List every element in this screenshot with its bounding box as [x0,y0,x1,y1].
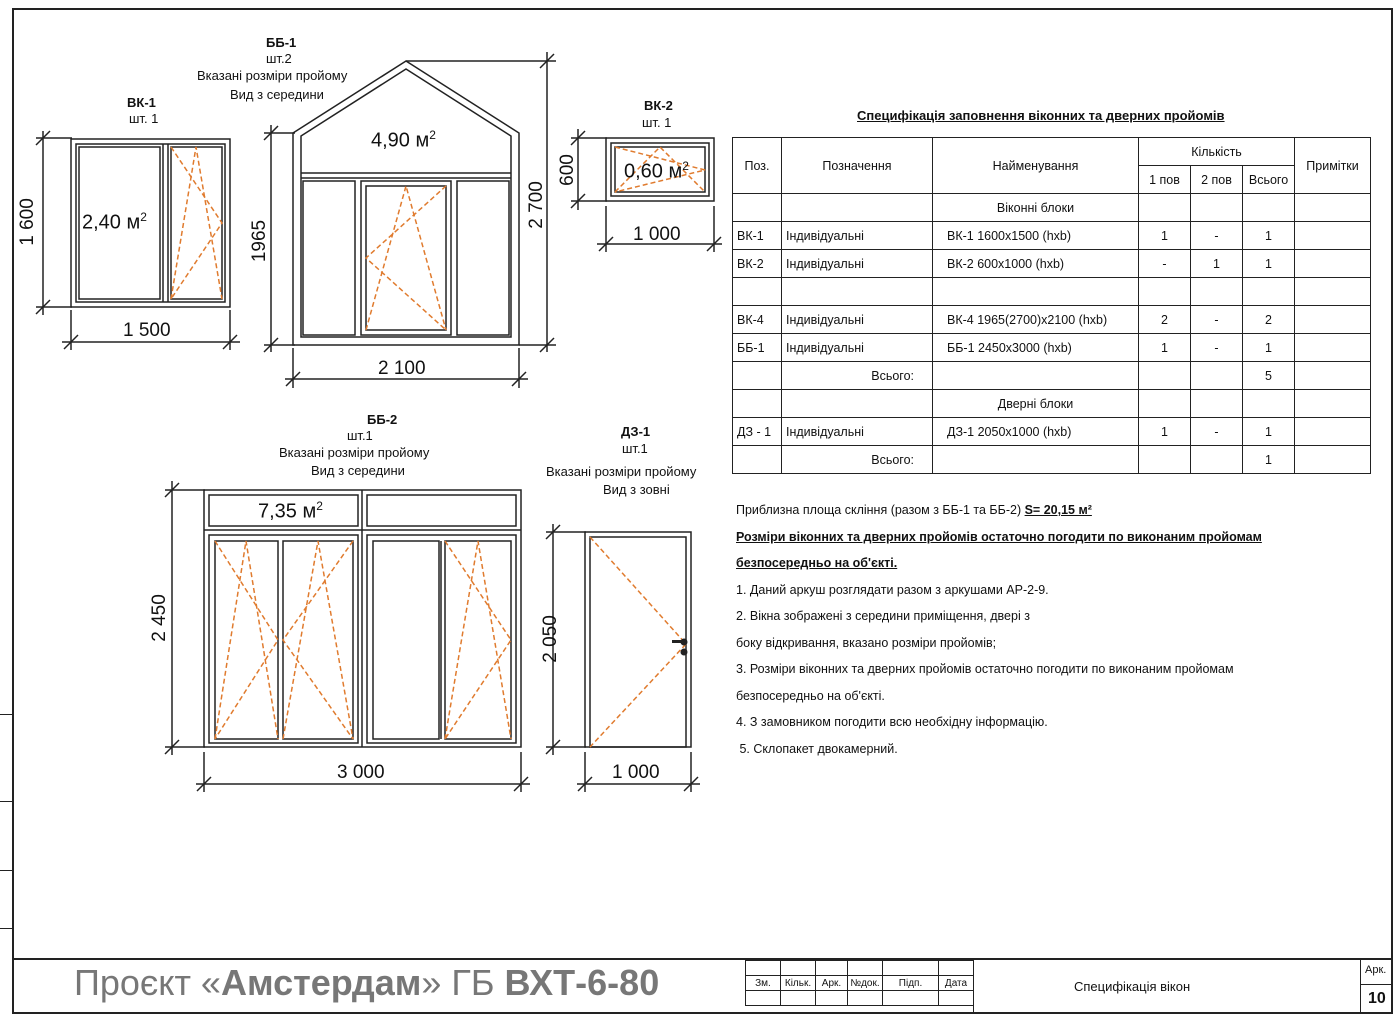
col-designation: Позначення [782,138,933,194]
col-name: Найменування [933,138,1139,194]
warning-line-1: Розміри віконних та дверних пройомів остаточно погодити по виконаним пройомам [736,529,1262,544]
revision-grid: Зм. Кільк. Арк. №док. Підп. Дата [745,960,974,1006]
bb1-note1: Вказані розміри пройому [197,68,348,83]
bb1-width-dim: 2 100 [378,358,426,379]
glazing-area-note: Приблизна площа скління (разом з ББ-1 та ББ-2) S= 20,15 м² [736,503,1092,517]
dz1-height-dim: 2 050 [540,615,561,663]
vk1-width-dim: 1 500 [123,320,171,341]
dz1-qty: шт.1 [622,441,648,456]
bb2-name: ББ-2 [367,412,398,427]
note-item: 5. Склопакет двокамерний. [736,741,898,756]
section-row: Віконні блоки [733,194,1371,222]
table-row: ВК-2 Індивідуальні ВК-2 600х1000 (hxb) - 1 1 [733,250,1371,278]
section-row: Дверні блоки [733,390,1371,418]
spec-table [732,137,1371,474]
note-item: 2. Вікна зображені з середини приміщення, двері з [736,609,1030,623]
bb2-note2: Вид з середини [311,463,405,478]
sheet-number: 10 [1368,990,1386,1007]
table-row [733,278,1371,306]
note-item: 1. Даний аркуш розглядати разом з аркушами АР-2-9. [736,582,1049,597]
table-row: ВК-1 Індивідуальні ВК-1 1600х1500 (hxb) 1 - 1 [733,222,1371,250]
dz1-door [546,524,700,792]
notes-block [736,500,1376,765]
sheet-number-divider [1360,958,1361,1014]
vk1-name: ВК-1 [127,95,156,110]
table-row: ББ-1 Індивідуальні ББ-1 2450х3000 (hxb) 1 - 1 [733,334,1371,362]
vk2-width-dim: 1 000 [633,224,681,245]
bb1-name: ББ-1 [266,35,297,50]
bb2-area: 7,35 $м^2$ [258,499,323,523]
note-item: боку відкривання, вказано розміри пройомів; [736,635,997,650]
dz1-note2: Вид з зовні [603,482,670,497]
bb1-note2: Вид з середини [230,87,324,102]
col-floor2: 2 пов [1191,166,1243,194]
bb1-height-right-dim: 2 700 [526,181,547,229]
dz1-note1: Вказані розміри пройому [546,464,697,479]
bb2-window [165,481,530,792]
bb1-qty: шт.2 [266,51,292,66]
note-item: безпосередньо на об'єкті. [736,688,885,703]
bb2-note1: Вказані розміри пройому [279,445,430,460]
project-title: Проєкт «Амстердам» ГБ ВХТ-6-80 [74,962,660,1003]
bb1-window [264,52,556,388]
warning-line-2: безпосередньо на об'єкті. [736,556,898,570]
vk1-qty: шт. 1 [129,111,159,126]
bb2-width-dim: 3 000 [337,762,385,783]
sheet-title: Специфікація вікон [1074,979,1191,994]
note-item: 3. Розміри віконних та дверних пройомів остаточно погодити по виконаним пройомам [736,662,1234,676]
spec-title: Специфікація заповнення віконних та дверних пройомів [857,108,1225,123]
bb1-height-left-dim: 1965 [249,219,270,263]
dz1-width-dim: 1 000 [612,762,660,783]
vk1-area: 2,40 $м^2$ [82,210,147,234]
title-block-divider [973,958,974,1014]
note-item: 4. З замовником погодити всю необхідну інформацію. [736,715,1048,729]
vk2-area: 0,60 $м^2$ [624,159,689,183]
vk2-qty: шт. 1 [642,115,672,130]
vk1-window [36,131,240,350]
col-floor1: 1 пов [1139,166,1191,194]
vk2-name: ВК-2 [644,98,673,113]
bb2-height-dim: 2 450 [149,594,170,642]
dz1-name: ДЗ-1 [621,424,651,439]
col-pos: Поз. [733,138,782,194]
bb1-area: 4,90 $м^2$ [371,128,436,152]
bb2-qty: шт.1 [347,428,373,443]
vk1-height-dim: 1 600 [17,198,38,246]
col-total: Всього [1243,166,1295,194]
sheet-number-line [1360,984,1393,985]
sheet-label: Арк. [1365,964,1387,976]
col-quantity: Кількість [1139,138,1295,166]
total-row: Всього: 1 [733,446,1371,474]
table-row: ДЗ - 1 Індивідуальні ДЗ-1 2050х1000 (hxb) 1 - 1 [733,418,1371,446]
total-row: Всього: 5 [733,362,1371,390]
title-block-top-line [12,958,1393,960]
door-handle-icon [672,639,688,656]
col-notes: Примітки [1295,138,1371,194]
table-row: ВК-4 Індивідуальні ВК-4 1965(2700)х2100 (hxb) 2 - 2 [733,306,1371,334]
vk2-height-dim: 600 [557,154,578,186]
